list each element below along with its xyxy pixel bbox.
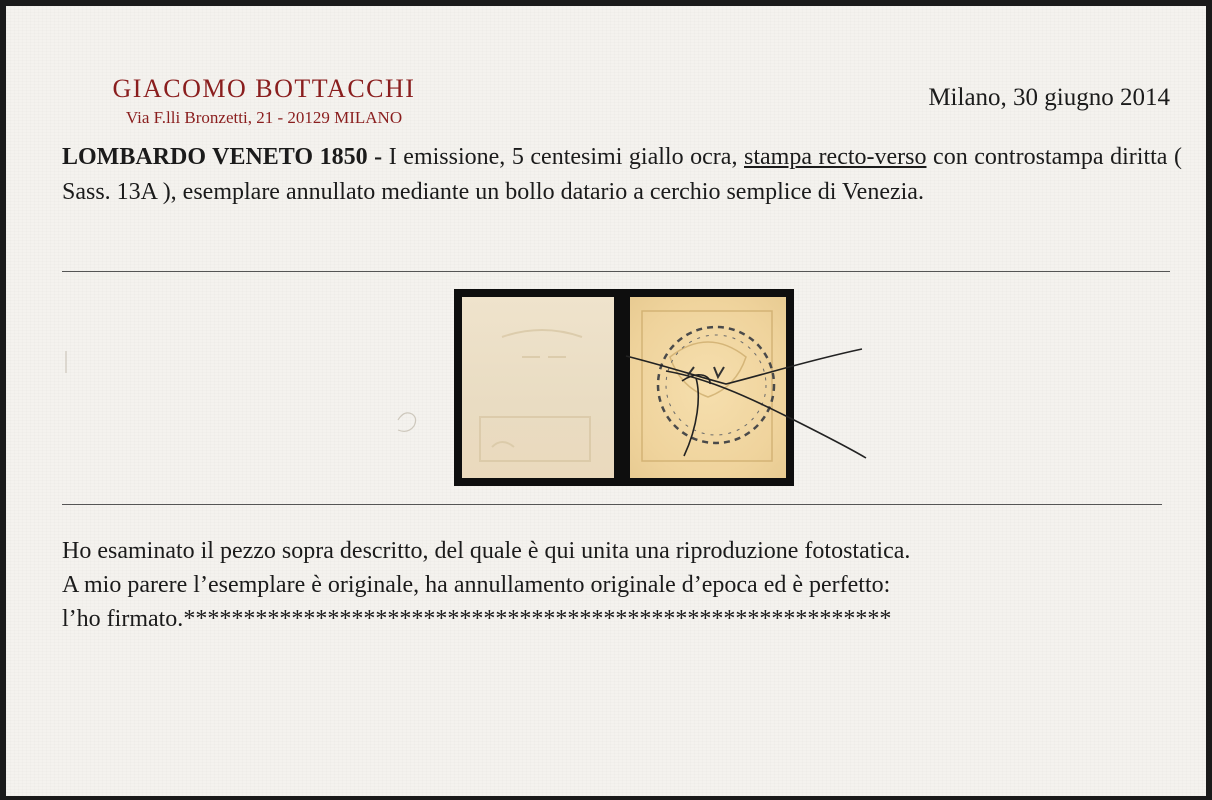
attestation-line-1: Ho esaminato il pezzo sopra descritto, del quale è qui unita una riproduzione fotostatica. — [62, 538, 911, 564]
stamp-verso-surface — [462, 297, 614, 478]
description-text-2: con controstampa diritta ( Sass. 13A ), esemplare annullato mediante un bollo datario a cerchio semplice di Venezia. — [62, 144, 1182, 205]
description-text-1: I emissione, 5 centesimi giallo ocra, — [382, 144, 745, 170]
certificate-date: Milano, 30 giugno 2014 — [928, 84, 1170, 111]
divider-bottom — [62, 504, 1162, 505]
stamp-description — [62, 140, 1182, 210]
asterisk-fill: *********************************************************** — [183, 606, 892, 632]
attestation-line-2: A mio parere l’esemplare è originale, ha annullamento originale d’epoca ed è perfetto: — [62, 572, 891, 598]
issuer-header — [64, 74, 464, 128]
stamp-recto-surface — [630, 297, 786, 478]
verso-offset-impression — [462, 297, 614, 478]
description-underlined: stampa recto-verso — [744, 144, 927, 170]
issuer-name: GIACOMO BOTTACCHI — [112, 74, 416, 103]
signed-statement: l’ho firmato. — [62, 606, 184, 632]
divider-top — [62, 271, 1170, 272]
attestation-line-3 — [62, 602, 1182, 636]
recto-postmark — [630, 297, 786, 478]
attestation-text — [62, 534, 1182, 636]
stamp-verso-image — [454, 289, 622, 486]
stamp-recto-image — [622, 289, 794, 486]
issuer-address: Via F.lli Bronzetti, 21 - 20129 MILANO — [125, 108, 403, 127]
certificate-sheet — [6, 6, 1206, 796]
description-title: LOMBARDO VENETO 1850 - — [62, 144, 383, 170]
